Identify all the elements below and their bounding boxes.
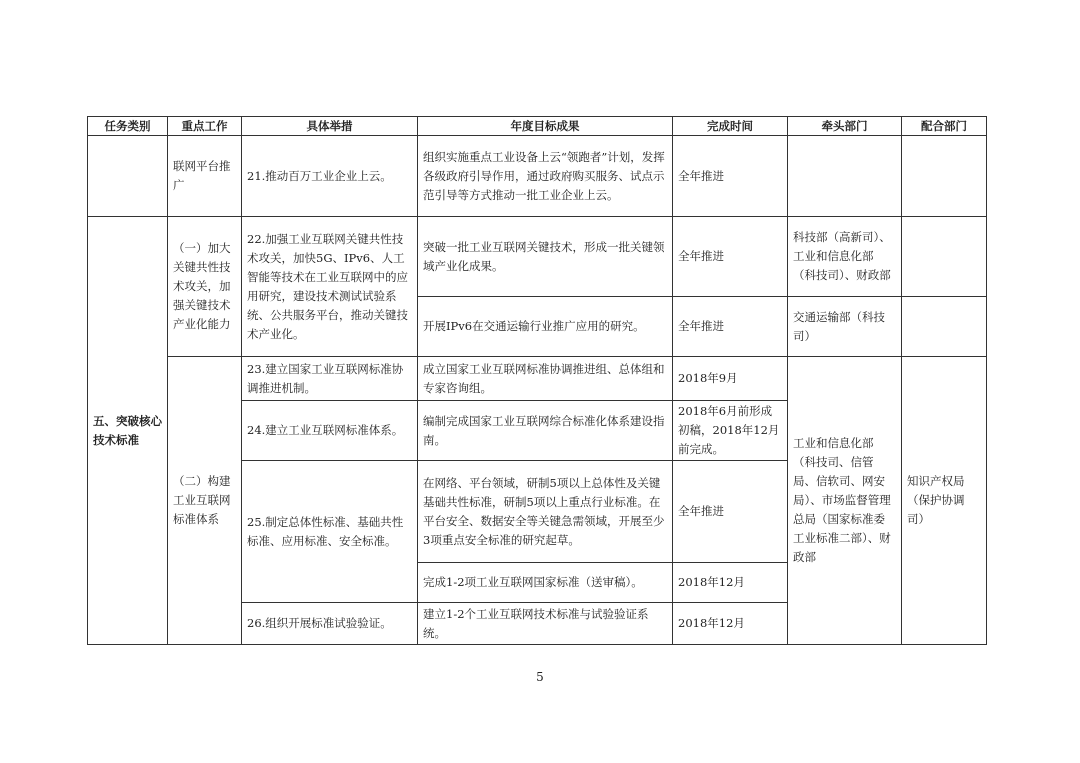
time-cell: 全年推进 [673, 297, 788, 357]
time-cell: 2018年9月 [673, 357, 788, 401]
measure-cell: 21.推动百万工业企业上云。 [242, 136, 418, 217]
coop-dept-cell [902, 136, 987, 217]
coop-dept-cell: 知识产权局（保护协调司） [902, 357, 987, 645]
time-cell: 全年推进 [673, 217, 788, 297]
measure-cell: 26.组织开展标准试验验证。 [242, 603, 418, 645]
header-coop-dept: 配合部门 [902, 117, 987, 136]
lead-dept-cell: 科技部（高新司）、工业和信息化部（科技司）、财政部 [788, 217, 902, 297]
goal-cell: 成立国家工业互联网标准协调推进组、总体组和专家咨询组。 [418, 357, 673, 401]
time-cell: 2018年12月 [673, 563, 788, 603]
time-cell: 2018年6月前形成初稿，2018年12月前完成。 [673, 401, 788, 461]
category-cell: 五、突破核心技术标准 [88, 217, 168, 645]
goal-cell: 突破一批工业互联网关键技术，形成一批关键领域产业化成果。 [418, 217, 673, 297]
table-row [88, 136, 987, 217]
goal-cell: 组织实施重点工业设备上云“领跑者”计划，发挥各级政府引导作用，通过政府购买服务、试点示范引导等方式推动一批工业企业上云。 [418, 136, 673, 217]
time-cell: 2018年12月 [673, 603, 788, 645]
lead-dept-cell: 工业和信息化部（科技司、信管局、信软司、网安局）、市场监督管理总局（国家标准委工业标准二部）、财政部 [788, 357, 902, 645]
goal-cell: 开展IPv6在交通运输行业推广应用的研究。 [418, 297, 673, 357]
page-number: 5 [536, 670, 544, 684]
coop-dept-cell [902, 297, 987, 357]
lead-dept-cell [788, 136, 902, 217]
header-lead-dept: 牵头部门 [788, 117, 902, 136]
header-measure: 具体举措 [242, 117, 418, 136]
time-cell: 全年推进 [673, 136, 788, 217]
key-work-cell: （二）构建工业互联网标准体系 [168, 357, 242, 645]
coop-dept-cell [902, 217, 987, 297]
key-work-cell: 联网平台推广 [168, 136, 242, 217]
header-key-work: 重点工作 [168, 117, 242, 136]
header-row [88, 117, 987, 136]
category-cell-empty [88, 136, 168, 217]
goal-cell: 建立1-2个工业互联网技术标准与试验验证系统。 [418, 603, 673, 645]
measure-cell: 22.加强工业互联网关键共性技术攻关，加快5G、IPv6、人工智能等技术在工业互联网中的应用研究，建设技术测试试验系统、公共服务平台，推动关键技术产业化。 [242, 217, 418, 357]
table-row [88, 217, 987, 297]
header-category: 任务类别 [88, 117, 168, 136]
measure-cell: 24.建立工业互联网标准体系。 [242, 401, 418, 461]
task-table [87, 116, 987, 645]
table-row [88, 357, 987, 401]
goal-cell: 编制完成国家工业互联网综合标准化体系建设指南。 [418, 401, 673, 461]
goal-cell: 在网络、平台领域，研制5项以上总体性及关键基础共性标准，研制5项以上重点行业标准。在平台安全、数据安全等关键急需领域，开展至少3项重点安全标准的研究起草。 [418, 461, 673, 563]
header-time: 完成时间 [673, 117, 788, 136]
measure-cell: 23.建立国家工业互联网标准协调推进机制。 [242, 357, 418, 401]
goal-cell: 完成1-2项工业互联网国家标准（送审稿）。 [418, 563, 673, 603]
time-cell: 全年推进 [673, 461, 788, 563]
lead-dept-cell: 交通运输部（科技司） [788, 297, 902, 357]
key-work-cell: （一）加大关键共性技术攻关，加强关键技术产业化能力 [168, 217, 242, 357]
header-goal: 年度目标成果 [418, 117, 673, 136]
measure-cell: 25.制定总体性标准、基础共性标准、应用标准、安全标准。 [242, 461, 418, 603]
